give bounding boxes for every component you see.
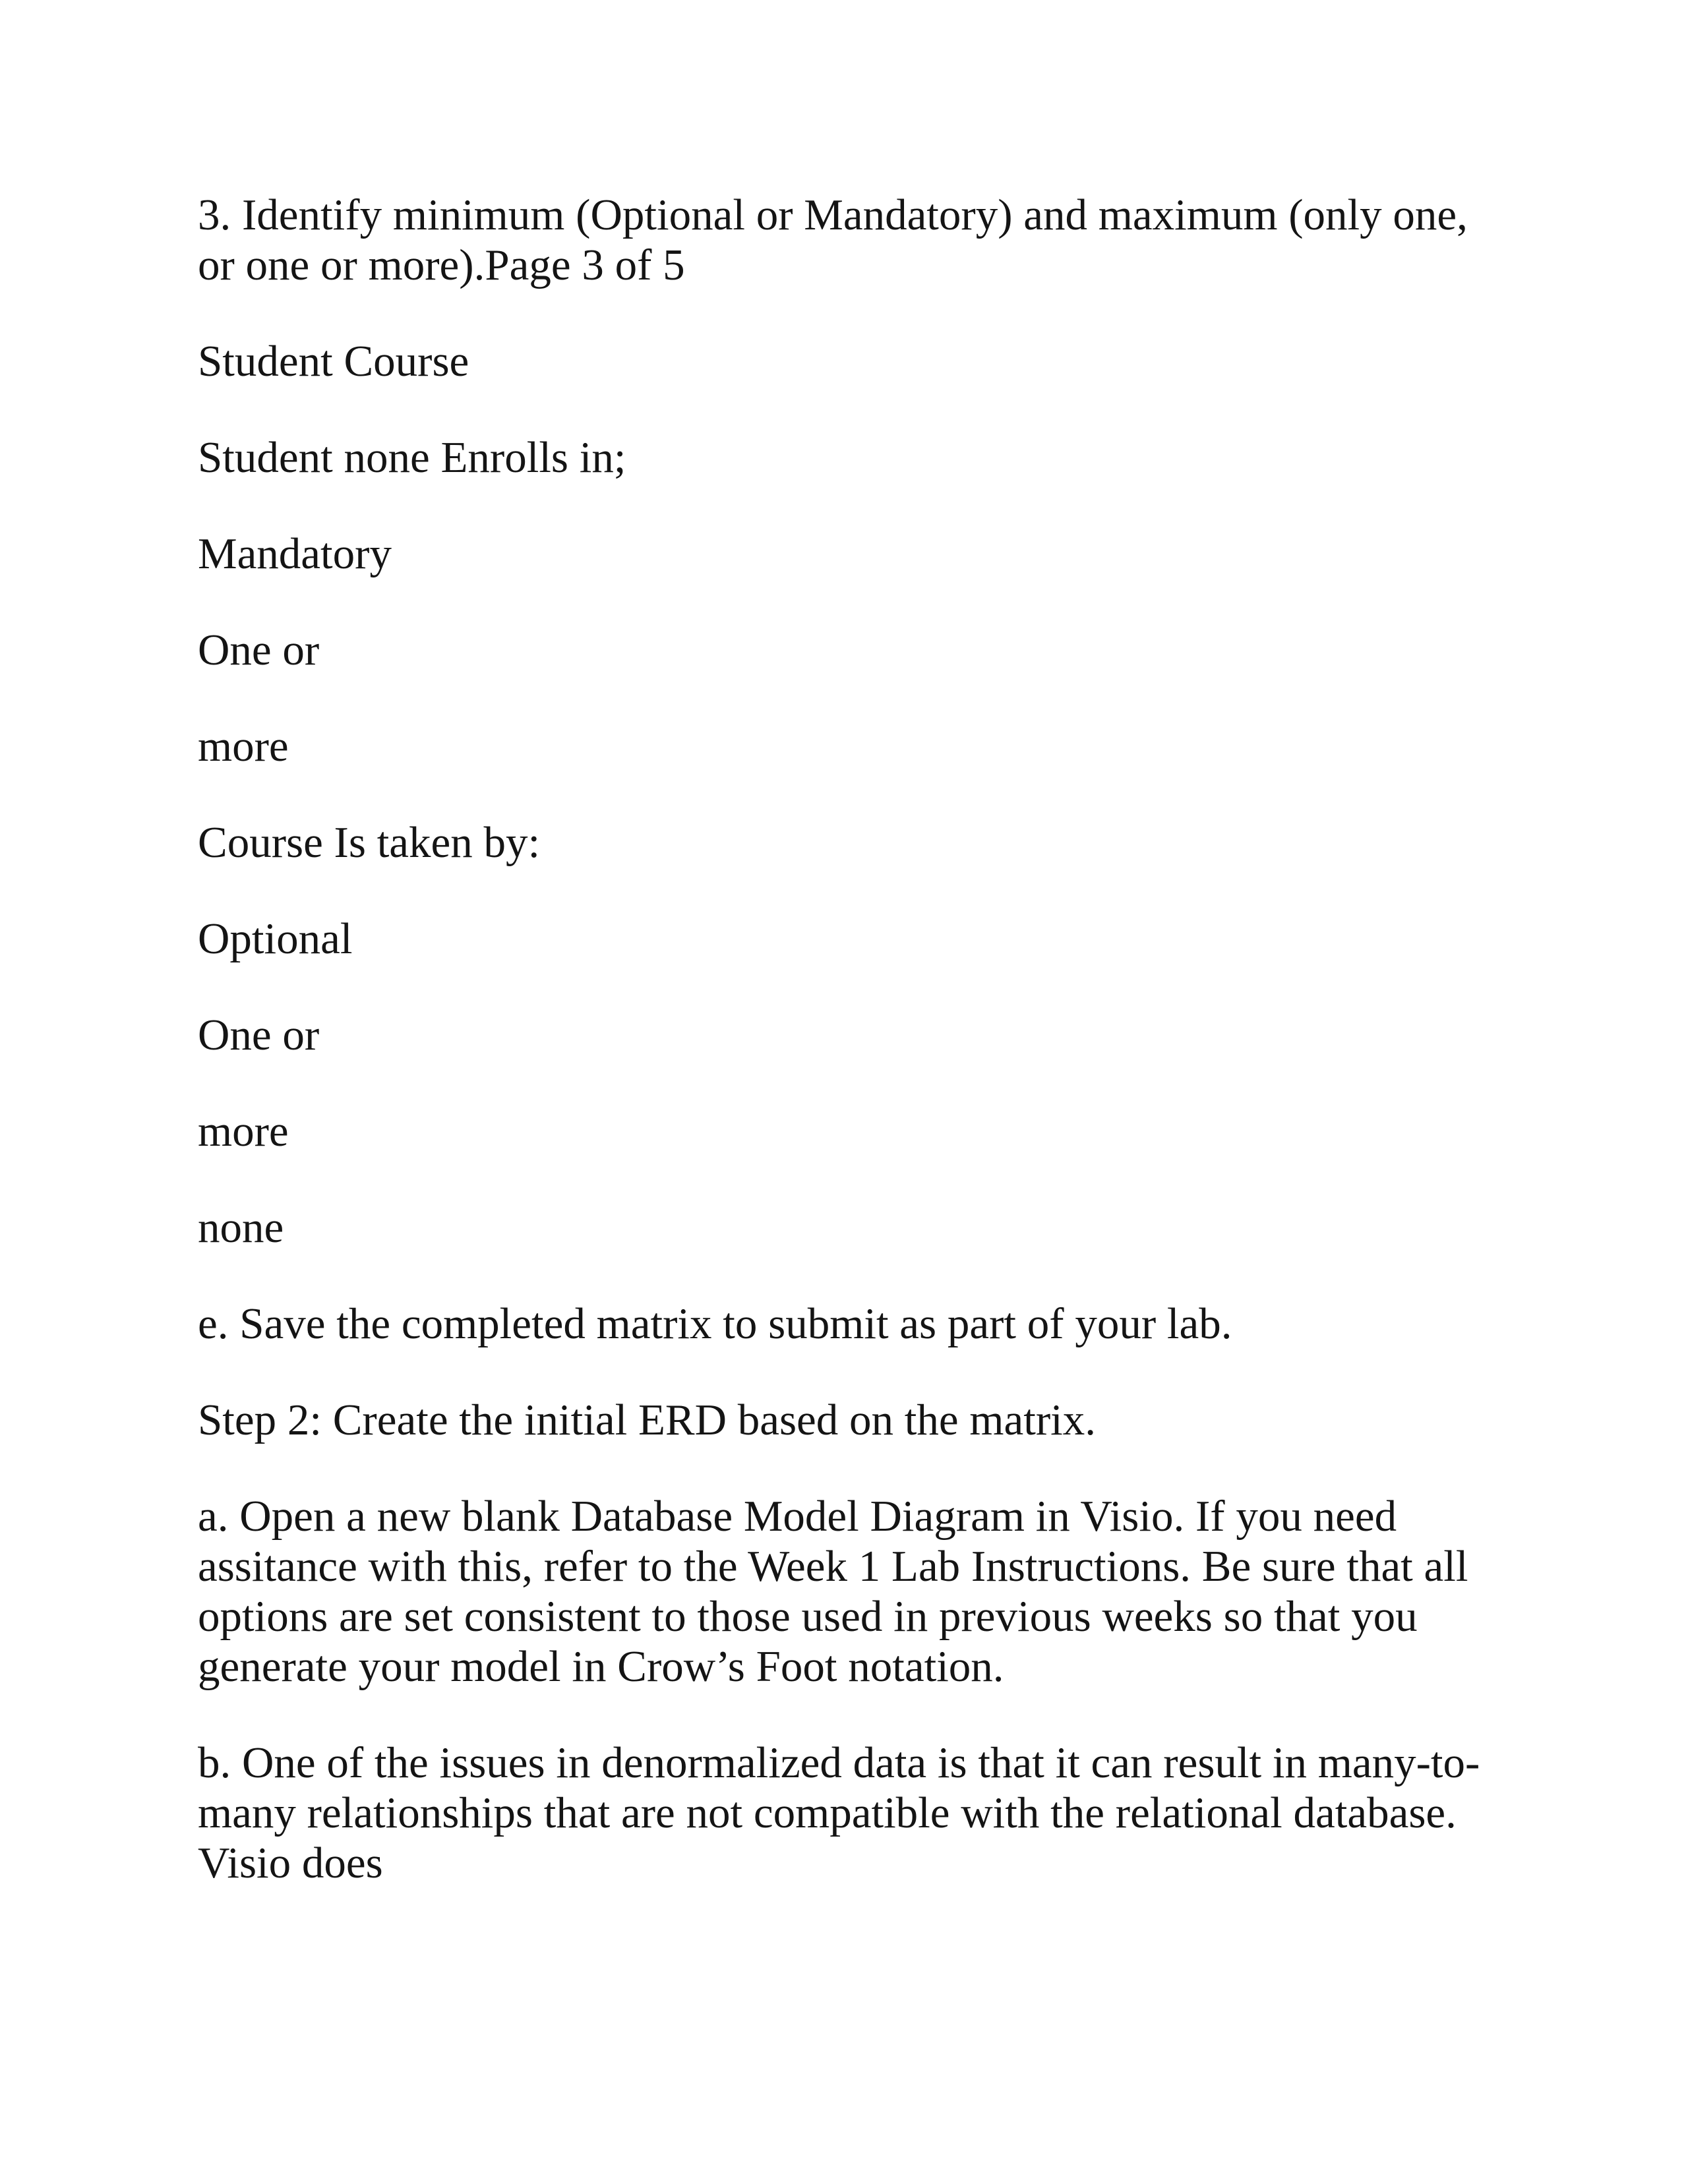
course-minimum-value: Optional xyxy=(198,914,353,963)
step-2b-instruction: b. One of the issues in denormalized data is that it can result in many-to- many relationships that are not compatible with the relational database. Visio does xyxy=(198,1738,1480,1887)
student-minimum-value: Mandatory xyxy=(198,529,392,578)
course-relationship-label: Course Is taken by: xyxy=(198,818,541,867)
step-3-instruction: 3. Identify minimum (Optional or Mandatory) and maximum (only one, or one or more).Page 3 of 5 xyxy=(198,191,1468,289)
student-maximum-value-line-2: more xyxy=(198,722,289,771)
course-maximum-value-line-2: more xyxy=(198,1107,289,1156)
step-2a-instruction: a. Open a new blank Database Model Diagram in Visio. If you need assitance with this, refer to the Week 1 Lab Instructions. Be sure that all options are set consistent to those used in previous weeks so that you generate your model in Crow’s Foot notation. xyxy=(198,1492,1468,1691)
student-relationship-label: Student none Enrolls in; xyxy=(198,433,626,482)
entity-pair-label: Student Course xyxy=(198,337,469,386)
course-none-value: none xyxy=(198,1203,284,1252)
course-maximum-value-line-1: One or xyxy=(198,1011,320,1059)
step-e-instruction: e. Save the completed matrix to submit as part of your lab. xyxy=(198,1299,1232,1348)
student-maximum-value-line-1: One or xyxy=(198,626,320,674)
document-body xyxy=(198,190,1503,1934)
step-2-heading: Step 2: Create the initial ERD based on the matrix. xyxy=(198,1396,1097,1444)
